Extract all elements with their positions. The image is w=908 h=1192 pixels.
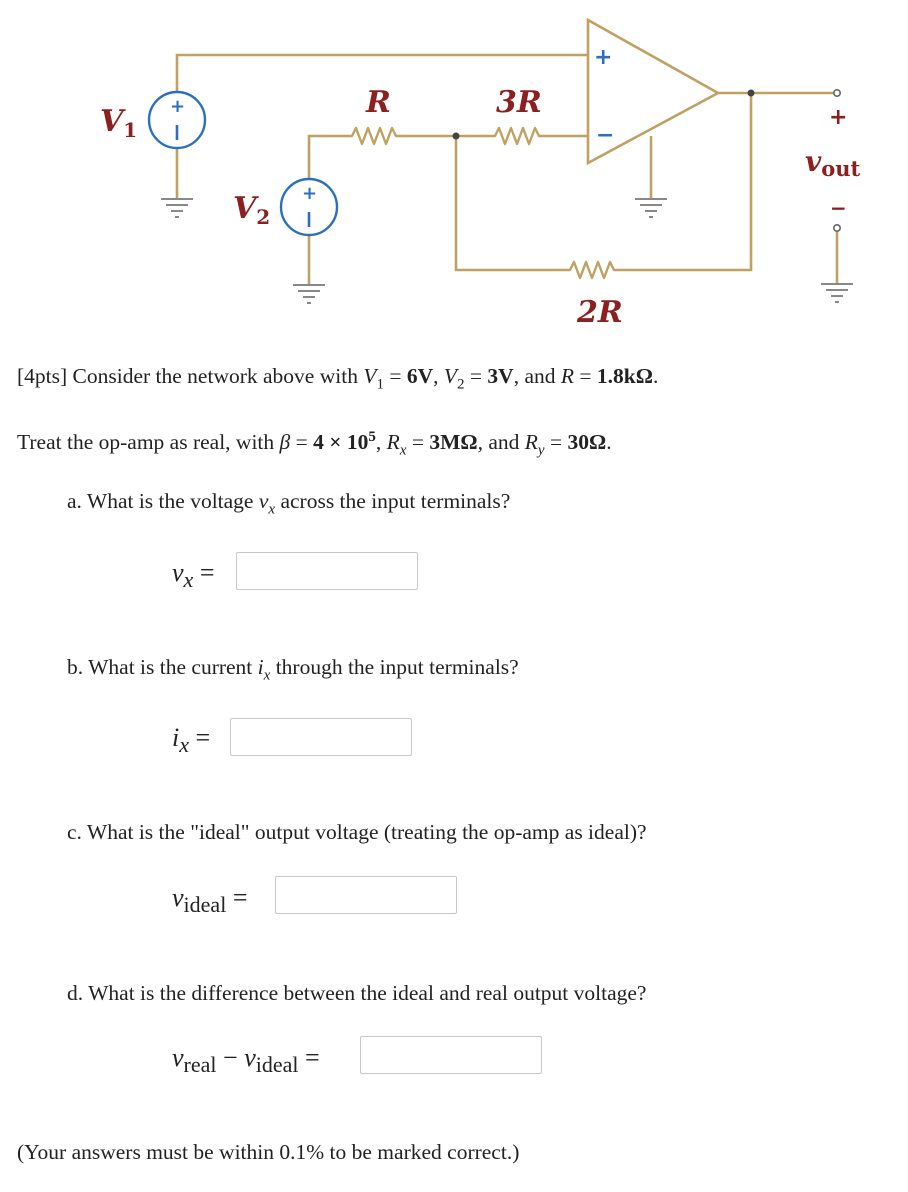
answer-a-input[interactable]: [236, 552, 418, 590]
vout-label: vout: [805, 145, 861, 181]
answer-d-input[interactable]: [360, 1036, 542, 1074]
opamp-plus-sign: +: [594, 45, 613, 70]
answer-b-label: $i_x$ =: [172, 723, 211, 758]
v2-source: [281, 179, 337, 235]
answer-a-label: $v_x$ =: [172, 558, 215, 593]
3r-label: 3R: [496, 85, 542, 120]
r-label: R: [366, 85, 391, 120]
question-a: a. What is the voltage $v_x$ across the input terminals?: [67, 489, 511, 518]
resistor-3r: [490, 128, 545, 144]
svg-text:+: +: [302, 183, 318, 204]
question-b: b. What is the current $i_x$ through the input terminals?: [67, 655, 519, 684]
question-c: c. What is the "ideal" output voltage (treating the op-amp as ideal)?: [67, 820, 647, 844]
resistor-2r: [565, 262, 628, 278]
treat-paragraph: Treat the op-amp as real, with $\beta = 4 \times 10^5$, $R_x = 3M\Omega$, and $R_y = 30\Omega$.: [17, 428, 612, 459]
vout-minus-label: −: [830, 196, 847, 220]
answer-d-label: $v_{real} - v_{ideal}$ =: [172, 1043, 320, 1078]
vout-plus-terminal: [834, 90, 840, 96]
2r-label: 2R: [577, 295, 623, 330]
svg-text:+: +: [170, 96, 186, 117]
resistor-r: [347, 128, 402, 144]
answer-b-input[interactable]: [230, 718, 412, 756]
vout-plus-label: +: [829, 105, 848, 130]
question-d: d. What is the difference between the ideal and real output voltage?: [67, 981, 647, 1005]
footer-note: (Your answers must be within 0.1% to be marked correct.): [17, 1140, 520, 1164]
v1-source: [149, 92, 205, 148]
intro-paragraph: [4pts] Consider the network above with $V_1 = 6V$, $V_2 = 3V$, and R = 1.8kΩ.: [17, 364, 659, 393]
vout-minus-terminal: [834, 225, 840, 231]
v1-label: $V_1$: [100, 104, 138, 142]
answer-c-label: $v_{ideal}$ =: [172, 883, 248, 918]
answer-c-input[interactable]: [275, 876, 457, 914]
v2-label: $V_2$: [233, 191, 271, 229]
opamp-minus-sign: −: [596, 123, 615, 148]
circuit-diagram: [0, 0, 908, 340]
